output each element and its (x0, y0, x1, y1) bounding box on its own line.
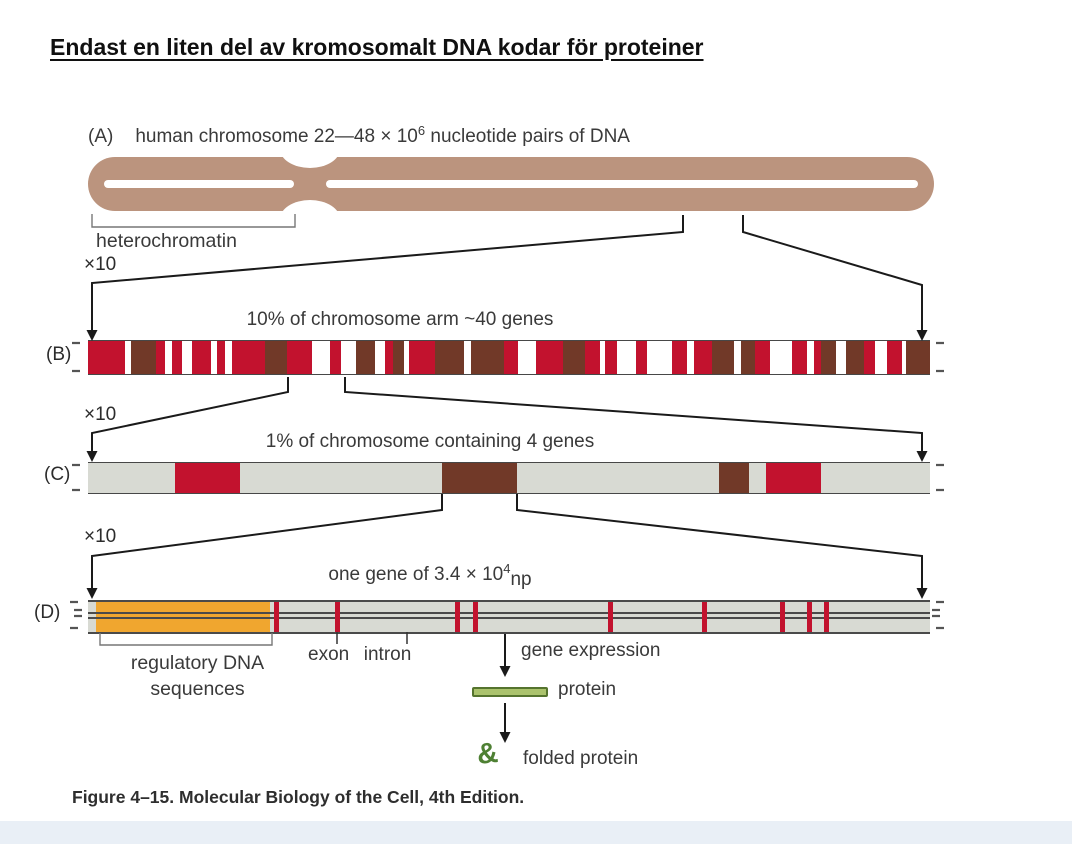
section-d-exponent: 4 (503, 561, 511, 576)
band-segment-red (636, 341, 648, 374)
band-segment-white (836, 341, 846, 374)
band-segment-white (464, 341, 471, 374)
section-d-title-prefix: one gene of 3.4 × 10 (328, 564, 504, 585)
chromosome-segment-bar (88, 462, 930, 494)
section-a-letter: (A) (88, 126, 114, 147)
band-segment-red (887, 341, 902, 374)
gene-track-bar (88, 600, 930, 634)
band-segment-red (536, 341, 564, 374)
section-b-letter: (B) (46, 344, 72, 365)
section-a-exponent: 6 (417, 123, 426, 138)
chromosome-illustration (88, 155, 936, 213)
band-segment-brown (846, 341, 864, 374)
gene-expression-label: gene expression (521, 640, 661, 661)
exon-mark (455, 602, 460, 632)
band-segment-white (518, 341, 536, 374)
section-c-letter: (C) (44, 464, 71, 485)
regulatory-dna-bracket (100, 633, 272, 645)
exon-mark (702, 602, 707, 632)
chromatid-slot-left (104, 180, 294, 188)
band-segment-white (687, 341, 694, 374)
band-segment-red (172, 341, 182, 374)
band-segment-white (807, 341, 814, 374)
band-segment-white (211, 341, 218, 374)
band-segment-gray (88, 463, 175, 493)
band-segment-red (88, 341, 125, 374)
dna-strand-line (88, 612, 930, 614)
dna-strand-line (88, 617, 930, 619)
band-segment-red (755, 341, 770, 374)
band-segment-red (672, 341, 687, 374)
exon-mark (274, 602, 279, 632)
band-segment-white (647, 341, 672, 374)
section-b-title: 10% of chromosome arm ~40 genes (246, 309, 554, 330)
band-segment-white (734, 341, 741, 374)
band-segment-red (385, 341, 392, 374)
band-segment-red (504, 341, 519, 374)
section-a-title-prefix: human chromosome 22—48 × 10 (135, 126, 418, 147)
slide-title: Endast en liten del av kromosomalt DNA kodar för proteiner (50, 34, 704, 60)
band-segment-red (156, 341, 166, 374)
band-segment-red (192, 341, 211, 374)
band-segment-brown (712, 341, 734, 374)
section-d-title (120, 561, 740, 590)
exon-mark (780, 602, 785, 632)
section-a-title-suffix: nucleotide pairs of DNA (425, 126, 630, 147)
exon-mark (608, 602, 613, 632)
band-segment-brown (393, 341, 405, 374)
zoom-x10-label-b: ×10 (84, 404, 117, 425)
band-segment-gray (517, 463, 719, 493)
band-segment-brown (821, 341, 836, 374)
band-segment-red (287, 341, 312, 374)
band-segment-red (409, 341, 435, 374)
band-segment-white (770, 341, 792, 374)
band-segment-white (875, 341, 887, 374)
protein-bar-icon (472, 687, 548, 697)
chromatid-slot-right (326, 180, 918, 188)
band-segment-white (375, 341, 385, 374)
band-segment-brown (741, 341, 756, 374)
zoom-x10-label-a: ×10 (84, 254, 117, 275)
band-segment-red (232, 341, 266, 374)
folded-protein-label: folded protein (523, 748, 639, 769)
band-segment-brown (471, 341, 503, 374)
band-segment-white (182, 341, 192, 374)
band-segment-white (165, 341, 172, 374)
band-segment-gray (749, 463, 766, 493)
section-d-title-suffix: np (510, 569, 532, 590)
band-segment-white (225, 341, 232, 374)
band-segment-red (605, 341, 617, 374)
band-segment-brown (131, 341, 156, 374)
band-segment-brown (719, 463, 748, 493)
band-segment-white (341, 341, 356, 374)
band-segment-brown (435, 341, 464, 374)
zoom-x10-label-c: ×10 (84, 526, 117, 547)
band-segment-red (792, 341, 807, 374)
band-segment-gray (240, 463, 442, 493)
band-segment-red (864, 341, 876, 374)
band-segment-white (312, 341, 330, 374)
band-segment-red (330, 341, 342, 374)
band-segment-white (125, 341, 132, 374)
band-segment-brown (356, 341, 375, 374)
band-segment-gray (821, 463, 930, 493)
band-segment-red (814, 341, 821, 374)
section-d-letter: (D) (34, 602, 61, 623)
section-a-heading (88, 124, 630, 148)
intron-label: intron (363, 644, 412, 665)
exon-mark (807, 602, 812, 632)
section-c-title: 1% of chromosome containing 4 genes (265, 431, 595, 452)
band-segment-red (766, 463, 821, 493)
exon-mark (335, 602, 340, 632)
figure-caption: Figure 4–15. Molecular Biology of the Cell, 4th Edition. (72, 787, 525, 807)
band-segment-red (585, 341, 600, 374)
chromosome-arm-band-bar (88, 340, 930, 375)
band-segment-brown (265, 341, 287, 374)
heterochromatin-bracket (92, 214, 295, 227)
regulatory-dna-label: regulatory DNA sequences (130, 652, 265, 700)
band-segment-brown (906, 341, 930, 374)
slide-bottom-strip (0, 821, 1072, 844)
band-segment-red (175, 463, 240, 493)
exon-label: exon (308, 644, 350, 665)
band-segment-white (617, 341, 636, 374)
exon-intron-label (308, 644, 411, 666)
band-segment-brown (442, 463, 518, 493)
heterochromatin-label: heterochromatin (96, 230, 237, 252)
band-segment-red (694, 341, 712, 374)
exon-mark (824, 602, 829, 632)
protein-label: protein (558, 679, 617, 700)
folded-protein-icon: & (475, 736, 500, 772)
band-segment-brown (563, 341, 585, 374)
exon-mark (473, 602, 478, 632)
band-segment-red (217, 341, 225, 374)
